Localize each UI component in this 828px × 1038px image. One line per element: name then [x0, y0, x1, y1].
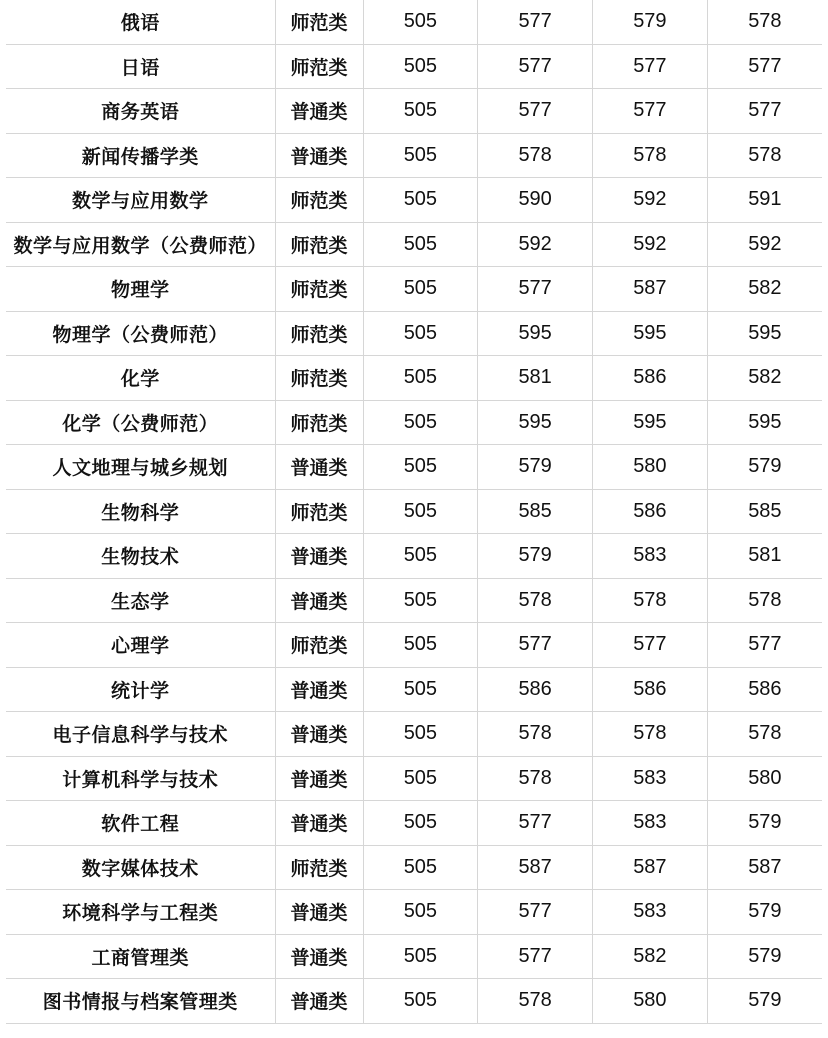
score-cell-4: 578	[707, 712, 822, 757]
major-type-cell: 师范类	[275, 222, 363, 267]
score-cell-2: 595	[478, 311, 593, 356]
score-cell-3: 578	[593, 133, 708, 178]
major-name-cell: 生物科学	[6, 489, 275, 534]
major-name-cell: 数学与应用数学（公费师范）	[6, 222, 275, 267]
major-type-cell: 普通类	[275, 979, 363, 1024]
score-cell-1: 505	[363, 0, 478, 44]
score-cell-3: 578	[593, 578, 708, 623]
score-cell-3: 580	[593, 445, 708, 490]
table-row	[6, 178, 822, 223]
major-type-cell: 普通类	[275, 534, 363, 579]
score-cell-4: 579	[707, 801, 822, 846]
score-cell-1: 505	[363, 845, 478, 890]
major-type-cell: 普通类	[275, 756, 363, 801]
score-cell-4: 581	[707, 534, 822, 579]
score-cell-3: 592	[593, 178, 708, 223]
score-cell-2: 586	[478, 667, 593, 712]
table-row	[6, 400, 822, 445]
major-name-cell: 商务英语	[6, 89, 275, 134]
score-cell-3: 583	[593, 890, 708, 935]
score-cell-3: 580	[593, 979, 708, 1024]
score-cell-4: 582	[707, 356, 822, 401]
score-cell-4: 595	[707, 400, 822, 445]
score-cell-4: 585	[707, 489, 822, 534]
score-cell-3: 586	[593, 667, 708, 712]
score-cell-2: 595	[478, 400, 593, 445]
score-cell-1: 505	[363, 89, 478, 134]
score-cell-4: 595	[707, 311, 822, 356]
major-type-cell: 普通类	[275, 890, 363, 935]
score-cell-2: 577	[478, 623, 593, 668]
score-cell-2: 578	[478, 712, 593, 757]
score-cell-4: 582	[707, 267, 822, 312]
score-cell-4: 578	[707, 578, 822, 623]
major-name-cell: 数字媒体技术	[6, 845, 275, 890]
major-type-cell: 师范类	[275, 44, 363, 89]
major-type-cell: 师范类	[275, 356, 363, 401]
score-cell-1: 505	[363, 311, 478, 356]
score-cell-2: 592	[478, 222, 593, 267]
score-cell-2: 578	[478, 756, 593, 801]
score-cell-3: 587	[593, 845, 708, 890]
major-name-cell: 俄语	[6, 0, 275, 44]
score-cell-3: 577	[593, 44, 708, 89]
table-row	[6, 712, 822, 757]
score-cell-3: 586	[593, 356, 708, 401]
admission-score-table-container	[6, 0, 822, 1024]
score-cell-3: 577	[593, 623, 708, 668]
score-cell-2: 579	[478, 534, 593, 579]
score-cell-3: 586	[593, 489, 708, 534]
table-row	[6, 89, 822, 134]
major-name-cell: 计算机科学与技术	[6, 756, 275, 801]
score-cell-2: 577	[478, 44, 593, 89]
score-cell-1: 505	[363, 890, 478, 935]
table-row	[6, 133, 822, 178]
major-name-cell: 电子信息科学与技术	[6, 712, 275, 757]
score-cell-3: 578	[593, 712, 708, 757]
score-cell-3: 595	[593, 311, 708, 356]
score-cell-1: 505	[363, 979, 478, 1024]
major-name-cell: 工商管理类	[6, 934, 275, 979]
score-cell-2: 581	[478, 356, 593, 401]
major-type-cell: 师范类	[275, 623, 363, 668]
major-name-cell: 图书情报与档案管理类	[6, 979, 275, 1024]
score-cell-3: 592	[593, 222, 708, 267]
major-type-cell: 普通类	[275, 445, 363, 490]
score-cell-2: 577	[478, 934, 593, 979]
major-type-cell: 普通类	[275, 934, 363, 979]
score-cell-4: 586	[707, 667, 822, 712]
score-cell-4: 579	[707, 890, 822, 935]
score-cell-1: 505	[363, 934, 478, 979]
score-cell-4: 580	[707, 756, 822, 801]
major-type-cell: 师范类	[275, 845, 363, 890]
major-type-cell: 师范类	[275, 267, 363, 312]
score-cell-2: 579	[478, 445, 593, 490]
table-row	[6, 934, 822, 979]
score-cell-2: 578	[478, 578, 593, 623]
major-name-cell: 统计学	[6, 667, 275, 712]
score-cell-4: 579	[707, 445, 822, 490]
score-cell-3: 579	[593, 0, 708, 44]
major-type-cell: 师范类	[275, 311, 363, 356]
major-type-cell: 普通类	[275, 801, 363, 846]
score-cell-1: 505	[363, 534, 478, 579]
score-cell-1: 505	[363, 801, 478, 846]
score-cell-3: 583	[593, 534, 708, 579]
major-type-cell: 师范类	[275, 400, 363, 445]
major-name-cell: 化学	[6, 356, 275, 401]
major-name-cell: 软件工程	[6, 801, 275, 846]
score-cell-3: 583	[593, 756, 708, 801]
score-cell-2: 577	[478, 267, 593, 312]
score-cell-4: 577	[707, 44, 822, 89]
major-type-cell: 普通类	[275, 712, 363, 757]
score-cell-1: 505	[363, 267, 478, 312]
major-type-cell: 师范类	[275, 0, 363, 44]
major-type-cell: 普通类	[275, 89, 363, 134]
score-cell-1: 505	[363, 44, 478, 89]
table-row	[6, 0, 822, 44]
table-row	[6, 667, 822, 712]
major-name-cell: 人文地理与城乡规划	[6, 445, 275, 490]
score-cell-2: 577	[478, 890, 593, 935]
major-type-cell: 师范类	[275, 489, 363, 534]
score-cell-4: 579	[707, 979, 822, 1024]
major-type-cell: 普通类	[275, 133, 363, 178]
table-row	[6, 534, 822, 579]
score-cell-1: 505	[363, 400, 478, 445]
score-cell-4: 591	[707, 178, 822, 223]
score-cell-3: 583	[593, 801, 708, 846]
major-name-cell: 生物技术	[6, 534, 275, 579]
score-cell-4: 592	[707, 222, 822, 267]
major-type-cell: 普通类	[275, 667, 363, 712]
major-name-cell: 化学（公费师范）	[6, 400, 275, 445]
table-row	[6, 489, 822, 534]
score-cell-3: 595	[593, 400, 708, 445]
table-row	[6, 311, 822, 356]
table-body	[6, 0, 822, 1023]
score-cell-4: 579	[707, 934, 822, 979]
score-cell-3: 582	[593, 934, 708, 979]
score-cell-2: 578	[478, 133, 593, 178]
score-cell-1: 505	[363, 667, 478, 712]
score-cell-4: 578	[707, 0, 822, 44]
score-cell-4: 587	[707, 845, 822, 890]
score-cell-1: 505	[363, 489, 478, 534]
major-name-cell: 新闻传播学类	[6, 133, 275, 178]
admission-score-table	[6, 0, 822, 1024]
table-row	[6, 44, 822, 89]
score-cell-1: 505	[363, 578, 478, 623]
score-cell-4: 577	[707, 89, 822, 134]
score-cell-1: 505	[363, 445, 478, 490]
score-cell-1: 505	[363, 756, 478, 801]
score-cell-2: 578	[478, 979, 593, 1024]
major-name-cell: 物理学（公费师范）	[6, 311, 275, 356]
major-type-cell: 师范类	[275, 178, 363, 223]
score-cell-4: 578	[707, 133, 822, 178]
score-cell-2: 590	[478, 178, 593, 223]
score-cell-2: 585	[478, 489, 593, 534]
table-row	[6, 890, 822, 935]
table-row	[6, 756, 822, 801]
score-cell-1: 505	[363, 133, 478, 178]
table-row	[6, 445, 822, 490]
major-name-cell: 数学与应用数学	[6, 178, 275, 223]
table-row	[6, 356, 822, 401]
table-row	[6, 979, 822, 1024]
score-cell-2: 577	[478, 801, 593, 846]
major-name-cell: 日语	[6, 44, 275, 89]
score-cell-1: 505	[363, 623, 478, 668]
table-row	[6, 267, 822, 312]
score-cell-3: 587	[593, 267, 708, 312]
score-cell-4: 577	[707, 623, 822, 668]
score-cell-2: 577	[478, 89, 593, 134]
score-cell-2: 577	[478, 0, 593, 44]
major-name-cell: 物理学	[6, 267, 275, 312]
major-type-cell: 普通类	[275, 578, 363, 623]
table-row	[6, 578, 822, 623]
score-cell-3: 577	[593, 89, 708, 134]
major-name-cell: 环境科学与工程类	[6, 890, 275, 935]
table-row	[6, 623, 822, 668]
major-name-cell: 生态学	[6, 578, 275, 623]
score-cell-1: 505	[363, 712, 478, 757]
table-row	[6, 222, 822, 267]
score-cell-1: 505	[363, 222, 478, 267]
score-cell-1: 505	[363, 356, 478, 401]
score-cell-2: 587	[478, 845, 593, 890]
table-row	[6, 845, 822, 890]
major-name-cell: 心理学	[6, 623, 275, 668]
table-row	[6, 801, 822, 846]
score-cell-1: 505	[363, 178, 478, 223]
